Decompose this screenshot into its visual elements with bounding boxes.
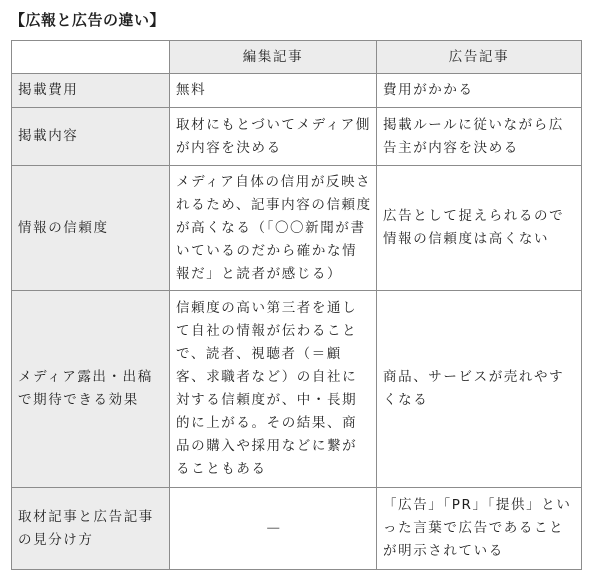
table-row [12, 166, 582, 291]
table-row [12, 74, 582, 108]
cell-editorial-effect: 信頼度の高い第三者を通して自社の情報が伝わることで、読者、視聴者（＝顧客、求職者など）の自社に対する信頼度が、中・長期的に上がる。その結果、商品の購入や採用などに繋がることもある [170, 291, 377, 488]
header-advertorial: 広告記事 [377, 41, 582, 74]
table-row [12, 488, 582, 570]
cell-advertorial-distinguish: 「広告」「PR」「提供」といった言葉で広告であることが明示されている [377, 488, 582, 570]
cell-advertorial-cost: 費用がかかる [377, 74, 582, 108]
page-title: 【広報と広告の違い】 [10, 11, 166, 29]
table-row [12, 108, 582, 166]
row-label-effect: メディア露出・出稿で期待できる効果 [12, 291, 170, 488]
table-row [12, 291, 582, 488]
comparison-table [11, 40, 582, 570]
cell-editorial-trust: メディア自体の信用が反映されるため、記事内容の信頼度が高くなる（「〇〇新聞が書いているのだから確かな情報だ」と読者が感じる） [170, 166, 377, 291]
cell-editorial-content: 取材にもとづいてメディア側が内容を決める [170, 108, 377, 166]
row-label-content: 掲載内容 [12, 108, 170, 166]
row-label-cost: 掲載費用 [12, 74, 170, 108]
row-label-trust: 情報の信頼度 [12, 166, 170, 291]
row-label-distinguish: 取材記事と広告記事の見分け方 [12, 488, 170, 570]
cell-advertorial-trust: 広告として捉えられるので情報の信頼度は高くない [377, 166, 582, 291]
header-row [12, 41, 582, 74]
cell-advertorial-content: 掲載ルールに従いながら広告主が内容を決める [377, 108, 582, 166]
cell-editorial-distinguish: － [170, 488, 377, 570]
header-corner-cell [12, 41, 170, 74]
header-editorial: 編集記事 [170, 41, 377, 74]
cell-editorial-cost: 無料 [170, 74, 377, 108]
cell-advertorial-effect: 商品、サービスが売れやすくなる [377, 291, 582, 488]
